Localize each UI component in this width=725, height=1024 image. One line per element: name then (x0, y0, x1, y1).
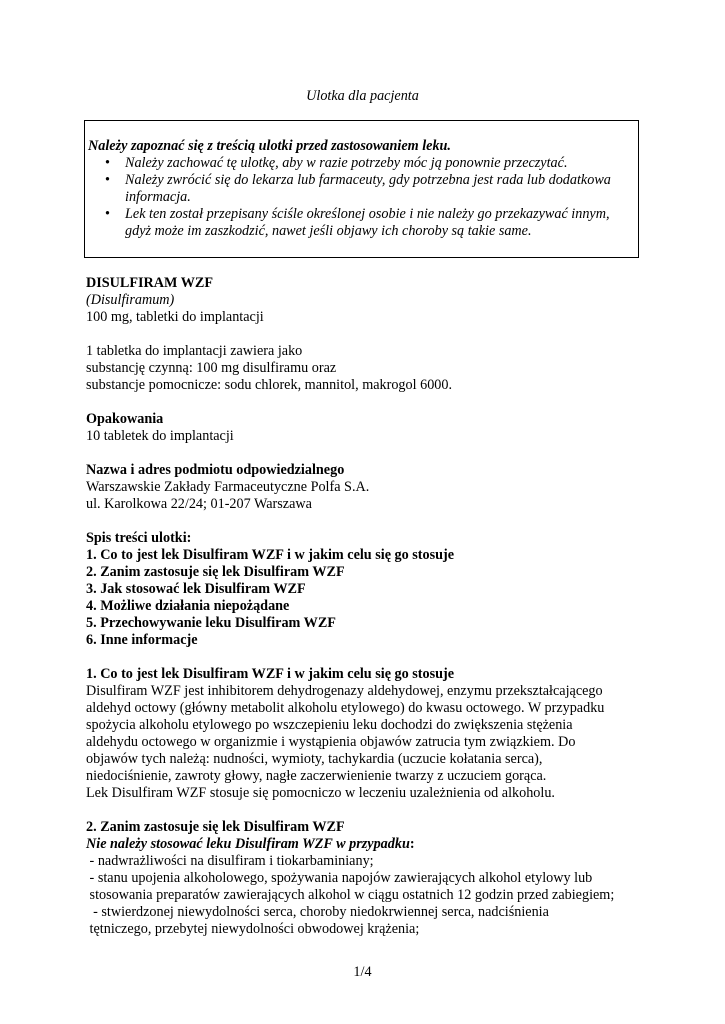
product-inn: (Disulfiramum) (86, 292, 175, 308)
section2-subheading-colon: : (409, 836, 415, 852)
section1-line: aldehyd octowy (główny metabolit alkoholu etylowego) do kwasu octowego. W przypadku (86, 700, 605, 716)
section2-subheading-text: Nie należy stosować leku Disulfiram WZF w przypadku (86, 836, 410, 852)
section2-line: - nadwrażliwości na disulfiram i tiokarbaminiany; (86, 853, 374, 869)
composition-line: 1 tabletka do implantacji zawiera jako (86, 343, 303, 359)
notice-box (84, 120, 639, 258)
section2-subheading (86, 836, 656, 853)
packaging-heading: Opakowania (86, 411, 164, 427)
toc-item: 5. Przechowywanie leku Disulfiram WZF (86, 615, 336, 631)
toc-item: 1. Co to jest lek Disulfiram WZF i w jakim celu się go stosuje (86, 547, 455, 563)
notice-bullet: • Należy zachować tę ulotkę, aby w razie potrzeby móc ją ponownie przeczytać. (88, 155, 636, 172)
composition-line: substancje pomocnicze: sodu chlorek, mannitol, makrogol 6000. (86, 377, 453, 393)
section1-line: Disulfiram WZF jest inhibitorem dehydrogenazy aldehydowej, enzymu przekształcającego (86, 683, 603, 699)
toc-item: 4. Możliwe działania niepożądane (86, 598, 290, 614)
section1-line: Lek Disulfiram WZF stosuje się pomocniczo w leczeniu uzależnienia od alkoholu. (86, 785, 555, 801)
leaflet-header: Ulotka dla pacjenta (306, 88, 419, 104)
section1-heading: 1. Co to jest lek Disulfiram WZF i w jakim celu się go stosuje (86, 666, 455, 682)
section1-line: niedociśnienie, zawroty głowy, nagłe zaczerwienienie twarzy z uczuciem gorąca. (86, 768, 547, 784)
toc-item: 2. Zanim zastosuje się lek Disulfiram WZF (86, 564, 345, 580)
toc-heading: Spis treści ulotki: (86, 530, 192, 546)
leaflet-content (86, 275, 656, 938)
composition-line: substancję czynną: 100 mg disulfiramu oraz (86, 360, 337, 376)
section2-line: stosowania preparatów zawierających alkohol w ciągu ostatnich 12 godzin przed zabiegiem; (86, 887, 615, 903)
notice-bullet: • Lek ten został przepisany ściśle określonej osobie i nie należy go przekazywać innym, gdyż może im zaszkodzić, nawet jeśli objawy ich choroby są takie same. (88, 206, 636, 240)
section2-line: - stwierdzonej niewydolności serca, choroby niedokrwiennej serca, nadciśnienia (86, 904, 549, 920)
section2-heading: 2. Zanim zastosuje się lek Disulfiram WZF (86, 819, 345, 835)
toc-item: 6. Inne informacje (86, 632, 198, 648)
holder-line: Warszawskie Zakłady Farmaceutyczne Polfa S.A. (86, 479, 370, 495)
section2-line: tętniczego, przebytej niewydolności obwodowej krążenia; (86, 921, 420, 937)
section2-line: - stanu upojenia alkoholowego, spożywania napojów zawierających alkohol etylowy lub (86, 870, 593, 886)
product-form: 100 mg, tabletki do implantacji (86, 309, 264, 325)
toc-item: 3. Jak stosować lek Disulfiram WZF (86, 581, 306, 597)
notice-lead: Należy zapoznać się z treścią ulotki przed zastosowaniem leku. (88, 138, 451, 154)
product-name: DISULFIRAM WZF (86, 275, 214, 291)
packaging-text: 10 tabletek do implantacji (86, 428, 234, 444)
section1-line: objawów tych należą: nudności, wymioty, tachykardia (uczucie kołatania serca), (86, 751, 543, 767)
notice-bullet: • Należy zwrócić się do lekarza lub farmaceuty, gdy potrzebna jest rada lub dodatkowa informacja. (88, 172, 636, 206)
section1-line: aldehydu octowego w organizmie i wystąpienia objawów zatrucia tym związkiem. Do (86, 734, 576, 750)
holder-heading: Nazwa i adres podmiotu odpowiedzialnego (86, 462, 345, 478)
notice-list (88, 155, 636, 240)
holder-line: ul. Karolkowa 22/24; 01-207 Warszawa (86, 496, 312, 512)
page-number: 1/4 (353, 964, 372, 980)
section1-line: spożycia alkoholu etylowego po wszczepieniu leku dochodzi do zwiększenia stężenia (86, 717, 573, 733)
